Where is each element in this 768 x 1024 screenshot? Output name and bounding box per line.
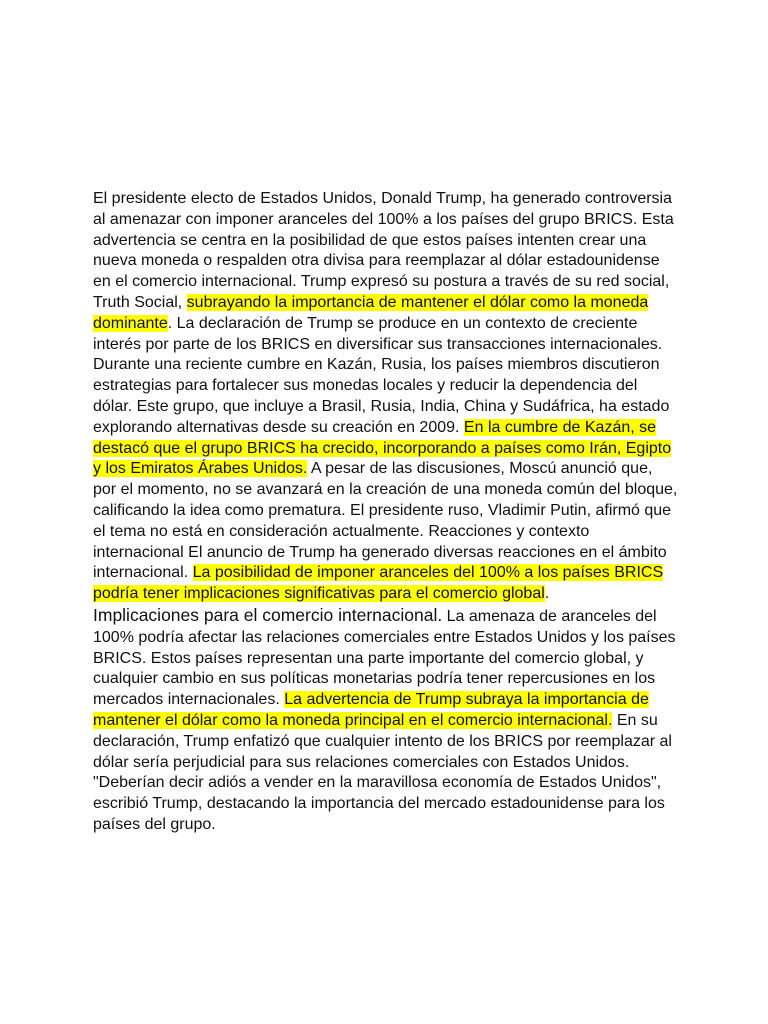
- text-segment: En su declaración, Trump enfatizó que cualquier intento de los BRICS por reemplazar al dólar sería perjudicial para sus relaciones comerciales con Estados Unidos. "Deberían decir adiós a vender en la maravillosa economía de Estados Unidos", escribió Trump, destacando la importancia del mercado estadounidense para los países del grupo.: [93, 711, 672, 833]
- highlighted-text: La posibilidad de imponer aranceles del 100% a los países BRICS podría tener implicaciones significativas para el comercio global: [93, 564, 664, 603]
- section-heading: Implicaciones para el comercio internacional.: [93, 604, 443, 625]
- text-segment: .: [544, 585, 550, 603]
- text-segment: El presidente electo de Estados Unidos, Donald Trump, ha generado controversia al amenazar con imponer aranceles del 100% a los países del grupo BRICS. Esta advertencia se centra en la posibilidad de que estos países intenten crear una nueva moneda o respalden otra divisa para reemplazar al dólar estadounidense en el comercio internacional. Trump expresó su postura a través de su red social, Truth Social,: [93, 190, 674, 311]
- highlighted-text: La advertencia de Trump subraya la importancia de mantener el dólar como la moneda principal en el comercio internacional.: [93, 691, 649, 729]
- paragraph-1: [93, 189, 678, 605]
- text-segment: La amenaza de aranceles del 100% podría afectar las relaciones comerciales entre Estados Unidos y los países BRICS. Estos países representan una parte importante del comercio global, y cualquier cambio en sus políticas monetarias podría tener repercusiones en los mercados internacionales.: [93, 607, 676, 709]
- paragraph-2: [93, 605, 678, 836]
- highlighted-text: En la cumbre de Kazán, se destacó que el grupo BRICS ha crecido, incorporando a países como Irán, Egipto y los Emiratos Árabes Unidos.: [93, 418, 672, 478]
- document-page: [93, 189, 678, 836]
- text-segment: A pesar de las discusiones, Moscú anunció que, por el momento, no se avanzará en la creación de una moneda común del bloque, calificando la idea como prematura. El presidente ruso, Vladimir Putin, afirmó que el tema no está en consideración actualmente. Reacciones y contexto internacional El anuncio de Trump ha generado diversas reacciones en el ámbito internacional.: [93, 460, 678, 582]
- text-segment: . La declaración de Trump se produce en un contexto de creciente interés por parte de los BRICS en diversificar sus transacciones internacionales. Durante una reciente cumbre en Kazán, Rusia, los países miembros discutieron estrategias para fortalecer sus monedas locales y reducir la dependencia del dólar. Este grupo, que incluye a Brasil, Rusia, India, China y Sudáfrica, ha estado explorando alternativas desde su creación en 2009.: [93, 314, 670, 436]
- highlighted-text: subrayando la importancia de mantener el dólar como la moneda dominante: [93, 293, 649, 332]
